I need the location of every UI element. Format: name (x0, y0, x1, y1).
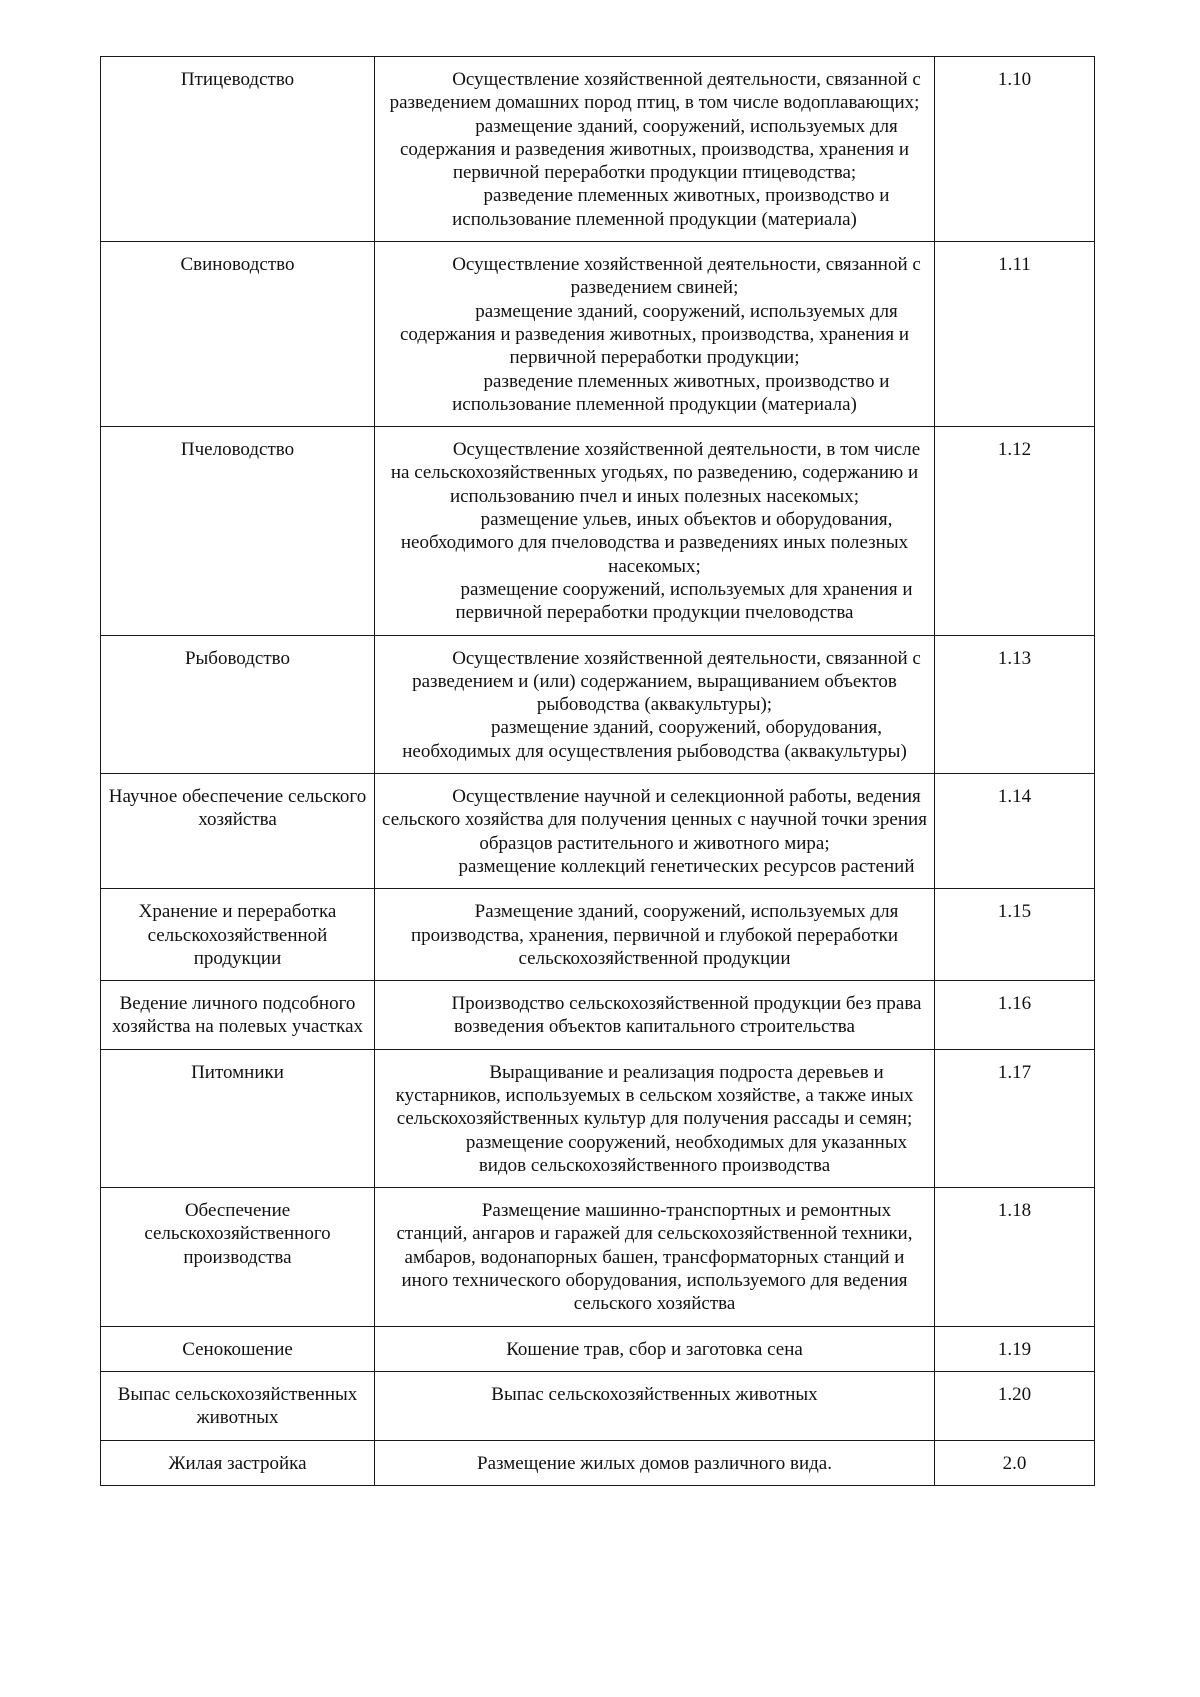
table-row (101, 774, 1095, 889)
land-use-code-cell: 1.16 (935, 981, 1095, 1050)
land-use-name-cell: Жилая застройка (101, 1440, 375, 1485)
land-use-code-cell: 1.13 (935, 635, 1095, 773)
land-use-code-cell: 1.15 (935, 889, 1095, 981)
table-row (101, 242, 1095, 427)
table-row (101, 1440, 1095, 1485)
description-paragraph: размещение коллекций генетических ресурсов растений (458, 855, 915, 877)
description-paragraph: Осуществление хозяйственной деятельности, связанной с разведением и (или) содержанием, выращиванием объектов рыбоводства (аквакультуры); (412, 647, 921, 716)
land-use-code-cell: 1.14 (935, 774, 1095, 889)
table-row (101, 57, 1095, 242)
land-use-code-cell: 1.11 (935, 242, 1095, 427)
description-paragraph: Выращивание и реализация подроста деревьев и кустарников, используемых в сельском хозяйстве, а также иных сельскохозяйственных культур для получения рассады и семян; (395, 1061, 914, 1130)
table-row (101, 1371, 1095, 1440)
description-paragraph: разведение племенных животных, производство и использование племенной продукции (материала) (452, 370, 890, 415)
description-paragraph: Выпас сельскохозяйственных животных (491, 1383, 818, 1405)
land-use-description-cell (375, 1326, 935, 1371)
land-use-name-cell: Выпас сельскохозяйственных животных (101, 1371, 375, 1440)
land-use-name-cell: Сенокошение (101, 1326, 375, 1371)
table-row (101, 1049, 1095, 1187)
land-use-description-cell (375, 1188, 935, 1326)
description-paragraph: Размещение зданий, сооружений, используемых для производства, хранения, первичной и глубокой переработки сельскохозяйственной продукции (410, 901, 899, 969)
table-row (101, 1326, 1095, 1371)
land-use-description-cell (375, 981, 935, 1050)
land-use-name-cell: Питомники (101, 1049, 375, 1187)
land-use-description-cell (375, 635, 935, 773)
table-body (101, 57, 1095, 1486)
land-use-name-cell: Птицеводство (101, 57, 375, 242)
description-paragraph: Осуществление хозяйственной деятельности, в том числе на сельскохозяйственных угодьях, по разведению, содержанию и использованию пчел и иных полезных насекомых; (390, 439, 921, 507)
land-use-name-cell: Обеспечение сельскохозяйственного производства (101, 1188, 375, 1326)
land-use-name-cell: Научное обеспечение сельского хозяйства (101, 774, 375, 889)
land-use-name-cell: Ведение личного подсобного хозяйства на полевых участках (101, 981, 375, 1050)
land-use-description-cell (375, 1049, 935, 1187)
description-paragraph: Кошение трав, сбор и заготовка сена (506, 1338, 803, 1360)
description-paragraph: размещение зданий, сооружений, используемых для содержания и разведения животных, производства, хранения и первичной переработки продукции птицеводства; (399, 115, 910, 184)
description-paragraph: Производство сельскохозяйственной продукции без права возведения объектов капитального строительства (451, 993, 922, 1038)
description-paragraph: Осуществление хозяйственной деятельности, связанной с разведением домашних пород птиц, в том числе водоплавающих; (389, 69, 921, 114)
description-paragraph: размещение сооружений, необходимых для указанных видов сельскохозяйственного производства (465, 1131, 908, 1176)
land-use-code-cell: 1.12 (935, 427, 1095, 635)
table-row (101, 1188, 1095, 1326)
description-paragraph: разведение племенных животных, производство и использование племенной продукции (материала) (452, 185, 890, 230)
land-use-code-cell: 2.0 (935, 1440, 1095, 1485)
table-row (101, 635, 1095, 773)
land-use-description-cell (375, 427, 935, 635)
land-use-name-cell: Хранение и переработка сельскохозяйственной продукции (101, 889, 375, 981)
description-paragraph: Осуществление научной и селекционной работы, ведения сельского хозяйства для получения ценных с научной точки зрения образцов растительного и животного мира; (382, 786, 927, 854)
description-paragraph: размещение зданий, сооружений, используемых для содержания и разведения животных, производства, хранения и первичной переработки продукции; (399, 300, 910, 369)
land-use-description-cell (375, 774, 935, 889)
description-paragraph: размещение сооружений, используемых для хранения и первичной переработки продукции пчеловодства (455, 578, 913, 624)
land-use-name-cell: Рыбоводство (101, 635, 375, 773)
description-paragraph: Размещение жилых домов различного вида. (477, 1452, 832, 1474)
table-row (101, 889, 1095, 981)
land-use-code-cell: 1.10 (935, 57, 1095, 242)
description-paragraph: размещение зданий, сооружений, оборудования, необходимых для осуществления рыбоводства (аквакультуры) (402, 717, 907, 762)
description-paragraph: Размещение машинно-транспортных и ремонтных станций, ангаров и гаражей для сельскохозяйственной техники, амбаров, водонапорных башен, трансформаторных станций и иного технического оборудования, используемого для ведения сельского хозяйства (396, 1200, 913, 1315)
description-paragraph: Осуществление хозяйственной деятельности, связанной с разведением свиней; (452, 254, 921, 299)
land-use-description-cell (375, 242, 935, 427)
table-row (101, 981, 1095, 1050)
land-use-code-cell: 1.18 (935, 1188, 1095, 1326)
description-paragraph: размещение ульев, иных объектов и оборудования, необходимого для пчеловодства и разведениях иных полезных насекомых; (400, 509, 909, 577)
land-use-code-cell: 1.19 (935, 1326, 1095, 1371)
land-use-description-cell (375, 1371, 935, 1440)
land-use-code-cell: 1.17 (935, 1049, 1095, 1187)
land-use-description-cell (375, 889, 935, 981)
land-use-name-cell: Свиноводство (101, 242, 375, 427)
land-use-name-cell: Пчеловодство (101, 427, 375, 635)
land-use-description-cell (375, 57, 935, 242)
table-row (101, 427, 1095, 635)
land-use-code-cell: 1.20 (935, 1371, 1095, 1440)
land-use-table (100, 56, 1095, 1486)
land-use-description-cell (375, 1440, 935, 1485)
